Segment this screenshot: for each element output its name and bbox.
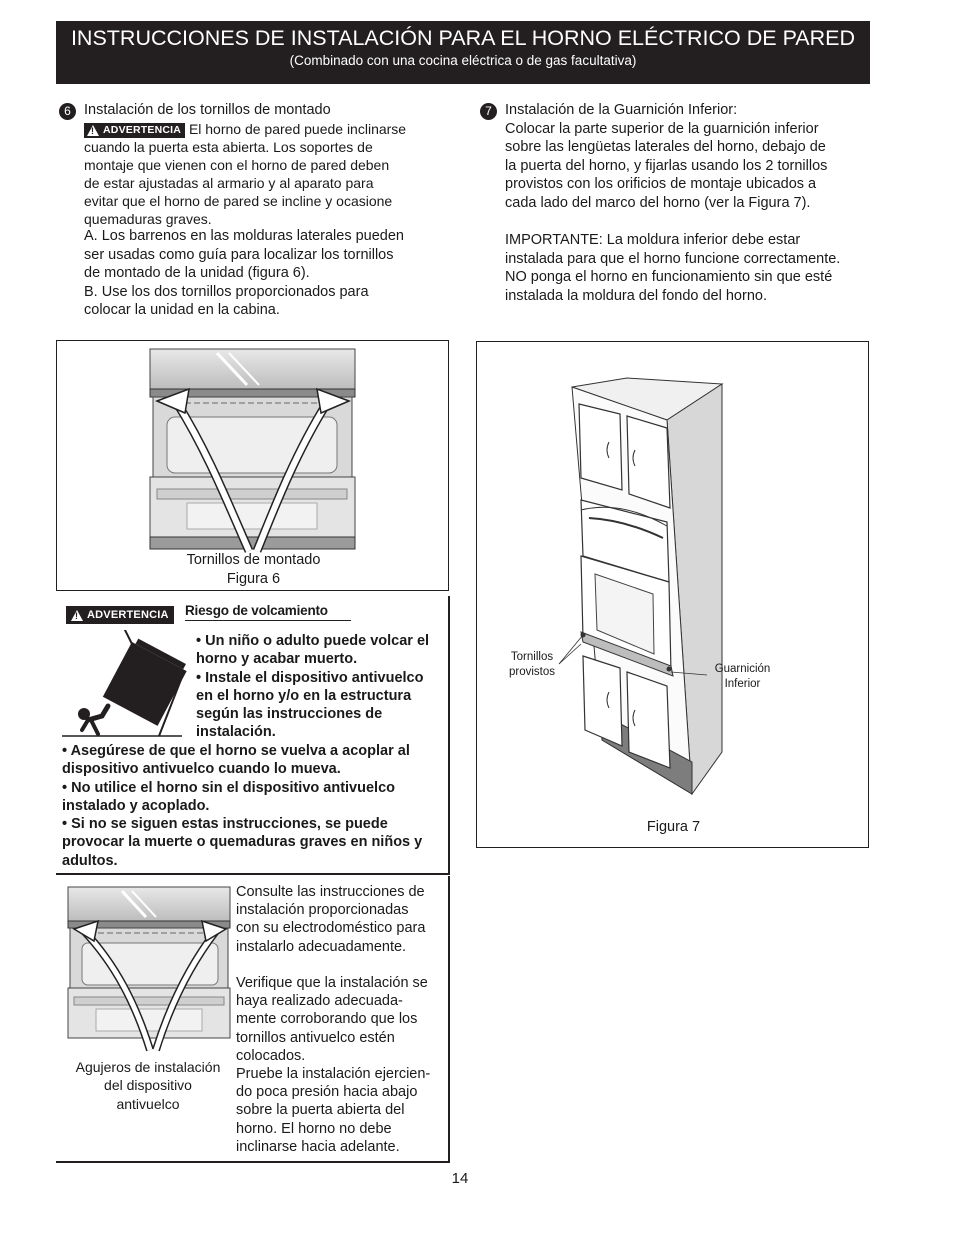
antitip-line: haya realizado adecuada- bbox=[236, 993, 403, 1010]
step-7-line: cada lado del marco del horno (ver la Figura 7). bbox=[505, 194, 811, 211]
step-6-warning-line: montaje que vienen con el horno de pared deben bbox=[84, 157, 390, 173]
step-7-line: sobre las lengüetas laterales del horno, debajo de bbox=[505, 139, 826, 156]
antitip-illustration bbox=[66, 885, 232, 1053]
antitip-line: do poca presión hacia abajo bbox=[236, 1084, 418, 1101]
tip-bullet: horno y acabar muerto. bbox=[196, 651, 358, 668]
antitip-line: sobre la puerta abierta del bbox=[236, 1102, 405, 1119]
tip-warning-full-bullets bbox=[62, 742, 446, 870]
antitip-line: inclinarse hacia adelante. bbox=[236, 1138, 400, 1155]
antitip-line bbox=[236, 956, 446, 974]
antitip-line: Pruebe la instalación ejercien- bbox=[236, 1066, 431, 1083]
figure-7-label-trim-line: Inferior bbox=[724, 678, 761, 690]
antitip-line: tornillos antivuelco estén bbox=[236, 1029, 395, 1046]
step-6-item-b: B. Use los dos tornillos proporcionados para bbox=[84, 283, 369, 300]
antitip-line: mente corroborando que los bbox=[236, 1011, 418, 1028]
tip-bullet: en el horno y/o en la estructura bbox=[196, 687, 412, 704]
tip-bullet: según las instrucciones de bbox=[196, 706, 383, 723]
figure-6-box bbox=[56, 340, 449, 591]
step-7-important: IMPORTANTE: La moldura inferior debe estar bbox=[505, 232, 801, 249]
figure-6-caption: Figura 6 bbox=[226, 571, 281, 587]
warning-badge: ! ADVERTENCIA bbox=[66, 606, 174, 624]
step-6-number: 6 bbox=[59, 103, 76, 120]
step-6-warning bbox=[84, 120, 454, 228]
tip-bullet: • Asegúrese de que el horno se vuelva a acoplar al bbox=[62, 743, 410, 759]
figure-7-label-trim-line: Guarnición bbox=[714, 663, 771, 675]
figure-7-label-screws-line: provistos bbox=[508, 666, 556, 678]
antitip-line: con su electrodoméstico para bbox=[236, 920, 426, 937]
warning-triangle-icon bbox=[87, 125, 99, 136]
tip-warning-badge-wrap bbox=[66, 606, 174, 624]
tip-bullet: provocar la muerte o quemaduras graves en niños y bbox=[62, 834, 423, 851]
step-7-line: Colocar la parte superior de la guarnición inferior bbox=[505, 120, 819, 137]
antitip-line: instalarlo adecuadamente. bbox=[236, 938, 407, 955]
page-header bbox=[56, 21, 870, 84]
antitip-caption bbox=[62, 1058, 234, 1113]
page-number: 14 bbox=[451, 1170, 469, 1187]
step-7-number: 7 bbox=[480, 103, 497, 120]
step-6-warning-text: El horno de pared puede inclinarse bbox=[188, 121, 407, 137]
page-title: INSTRUCCIONES DE INSTALACIÓN PARA EL HORNO ELÉCTRICO DE PARED bbox=[70, 26, 856, 50]
tip-warning-side-bullets bbox=[196, 632, 446, 742]
tip-bullet: • Instale el dispositivo antivuelco bbox=[196, 669, 424, 686]
figure-7-label-screws bbox=[497, 650, 567, 680]
step-6-item-a: de montado de la unidad (figura 6). bbox=[84, 265, 310, 282]
warning-bottom-border bbox=[56, 873, 450, 875]
warning-badge: ! ADVERTENCIA bbox=[84, 123, 185, 138]
step-7-important: NO ponga el horno en funcionamiento sin que esté bbox=[505, 269, 833, 286]
antitip-text bbox=[236, 883, 446, 1156]
step-7-line: provistos con los orificios de montaje ubicados a bbox=[505, 176, 817, 193]
tip-bullet: dispositivo antivuelco cuando lo mueva. bbox=[62, 761, 341, 778]
antitip-line: horno. El horno no debe bbox=[236, 1120, 392, 1137]
warning-right-border bbox=[448, 596, 450, 874]
step-7-title: Instalación de la Guarnición Inferior: bbox=[505, 102, 738, 118]
tip-bullet: adultos. bbox=[62, 852, 118, 869]
tip-bullet: instalado y acoplado. bbox=[62, 797, 210, 814]
tip-bullet: • No utilice el horno sin el dispositivo antivuelco bbox=[62, 779, 395, 796]
tip-bullet: • Si no se siguen estas instrucciones, se puede bbox=[62, 816, 388, 833]
tip-bullet: • Un niño o adulto puede volcar el bbox=[196, 633, 430, 649]
figure-7-box bbox=[476, 341, 869, 848]
figure-7-illustration bbox=[477, 342, 870, 849]
antitip-caption-line: Agujeros de instalación bbox=[75, 1059, 221, 1075]
tip-over-icon bbox=[62, 630, 194, 738]
step-6-title: Instalación de los tornillos de montado bbox=[84, 102, 331, 118]
step-6-warning-line: cuando la puerta esta abierta. Los soportes de bbox=[84, 139, 373, 155]
step-6-item-b: colocar la unidad en la cabina. bbox=[84, 302, 280, 319]
figure-7-label-trim bbox=[705, 662, 780, 692]
step-6-warning-line: quemaduras graves. bbox=[84, 211, 212, 227]
warning-triangle-icon bbox=[71, 610, 83, 621]
step-6-item-a: A. Los barrenos en las molduras laterales pueden bbox=[84, 228, 404, 244]
step-6-items bbox=[84, 227, 454, 320]
antitip-caption-line: antivuelco bbox=[116, 1095, 180, 1112]
step-6-section bbox=[84, 101, 454, 120]
tip-bullet: instalación. bbox=[196, 724, 276, 741]
step-6-warning-line: evitar que el horno de pared se incline y ocasione bbox=[84, 193, 393, 209]
step-6-warning-line: de estar ajustadas al armario y al aparato para bbox=[84, 175, 374, 191]
page-subtitle: (Combinado con una cocina eléctrica o de gas facultativa) bbox=[289, 53, 637, 68]
figure-6-label: Tornillos de montado bbox=[186, 552, 321, 568]
antitip-caption-line: del dispositivo bbox=[104, 1077, 192, 1094]
step-7-line: la puerta del horno, y fijarlas usando los 2 tornillos bbox=[505, 157, 828, 174]
antitip-line: colocados. bbox=[236, 1047, 306, 1064]
step-7-important: instalada la moldura del fondo del horno. bbox=[505, 287, 767, 304]
antitip-bottom-border bbox=[56, 1161, 450, 1163]
step-6-item-a: ser usadas como guía para localizar los tornillos bbox=[84, 246, 394, 263]
antitip-line: Consulte las instrucciones de bbox=[236, 884, 425, 900]
antitip-right-border bbox=[448, 876, 450, 1162]
step-7-important: instalada para que el horno funcione correctamente. bbox=[505, 250, 841, 267]
step-7-section bbox=[505, 101, 875, 306]
figure-7-caption: Figura 7 bbox=[646, 819, 701, 835]
antitip-line: instalación proporcionadas bbox=[236, 902, 409, 919]
tip-warning-heading: Riesgo de volcamiento bbox=[185, 603, 351, 621]
figure-7-label-screws-line: Tornillos bbox=[510, 651, 554, 663]
antitip-line: Verifique que la instalación se bbox=[236, 975, 428, 991]
